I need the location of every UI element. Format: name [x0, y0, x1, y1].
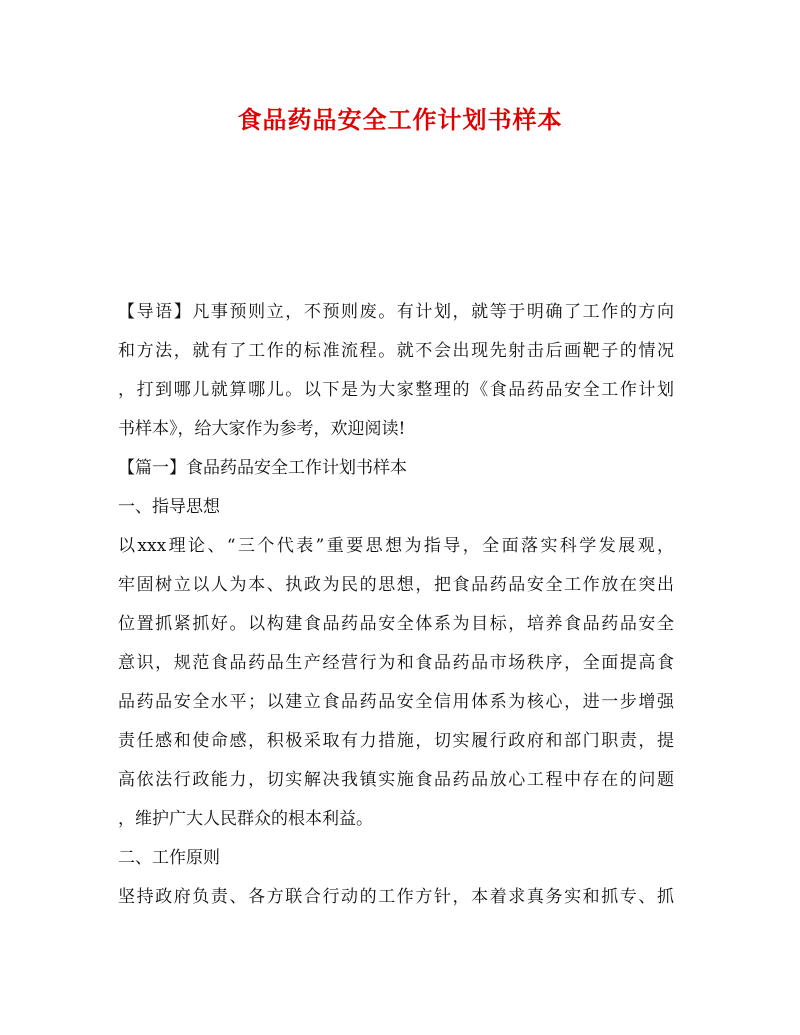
- intro-line-3: ，打到哪儿就算哪儿。以下是为大家整理的《食品药品安全工作计划: [118, 380, 674, 400]
- paragraph-line-2: 牢固树立以人为本、执政为民的思想，把食品药品安全工作放在突出: [118, 575, 674, 595]
- paragraph-line-7: 高依法行政能力，切实解决我镇实施食品药品放心工程中存在的问题: [118, 770, 674, 790]
- intro-line-2: 和方法，就有了工作的标准流程。就不会出现先射击后画靶子的情况: [118, 341, 674, 361]
- paragraph-line-4: 意识，规范食品药品生产经营行为和食品药品市场秩序，全面提高食: [118, 653, 674, 673]
- principles-line-1: 坚持政府负责、各方联合行动的工作方针，本着求真务实和抓专、抓: [118, 887, 674, 907]
- paragraph-line-5: 品药品安全水平；以建立食品药品安全信用体系为核心，进一步增强: [118, 692, 674, 712]
- paragraph-line-1: 以xxx理论、“三个代表”重要思想为指导，全面落实科学发展观，: [118, 536, 674, 556]
- intro-line-1: 【导语】凡事预则立，不预则废。有计划，就等于明确了工作的方向: [118, 302, 674, 322]
- intro-line-4: 书样本》，给大家作为参考，欢迎阅读!: [118, 419, 406, 439]
- section-heading-part-one: 【篇一】食品药品安全工作计划书样本: [118, 458, 407, 478]
- paragraph-line-6: 责任感和使命感，积极采取有力措施，切实履行政府和部门职责，提: [118, 731, 674, 751]
- heading-guiding-ideology: 一、指导思想: [118, 497, 220, 517]
- paragraph-line-8: ，维护广大人民群众的根本利益。: [118, 809, 373, 829]
- document-body: [118, 293, 674, 917]
- heading-work-principles: 二、工作原则: [118, 848, 220, 868]
- document-title: 食品药品安全工作计划书样本: [237, 105, 563, 134]
- paragraph-line-3: 位置抓紧抓好。以构建食品药品安全体系为目标，培养食品药品安全: [118, 614, 674, 634]
